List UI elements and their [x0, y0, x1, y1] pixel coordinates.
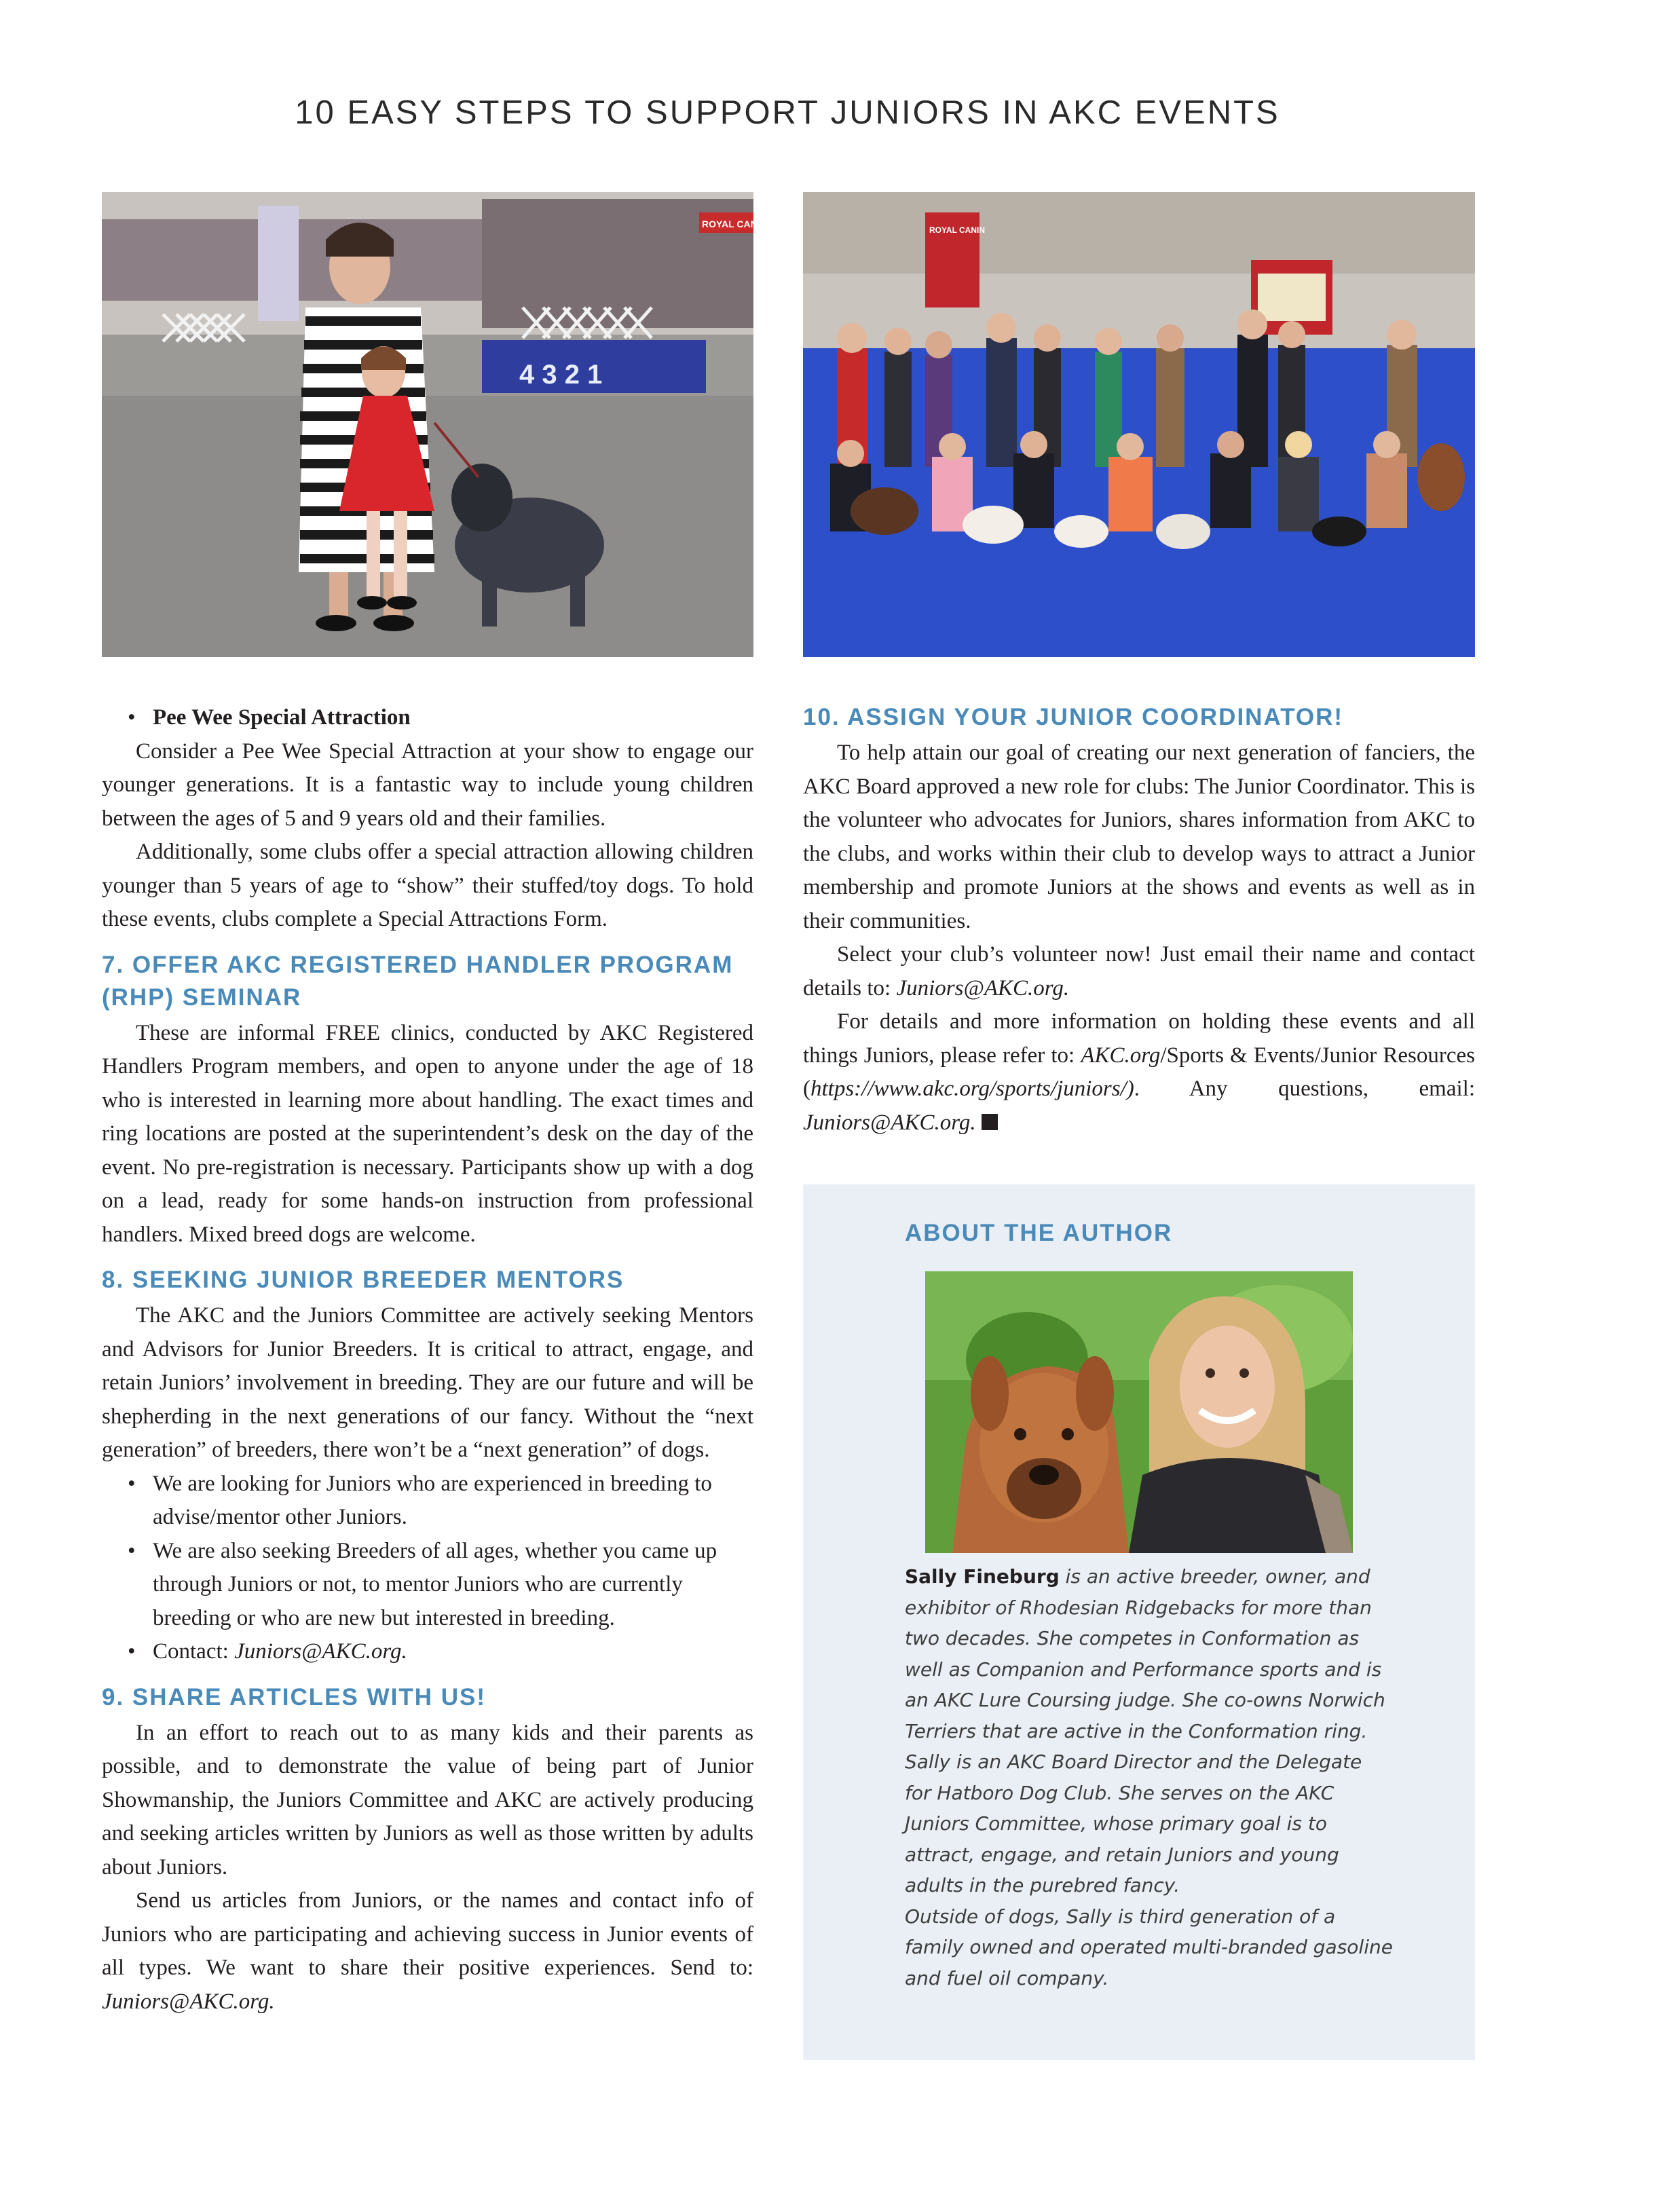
photo-pee-wee-handler [102, 192, 767, 657]
section-10-paragraph-2 [803, 938, 1475, 1005]
list-item: • Contact: Juniors@AKC.org. [128, 1639, 407, 1664]
author-name: Sally Fineburg [905, 1565, 1060, 1588]
section-7-heading: 7. OFFER AKC REGISTERED HANDLER PROGRAM (RHP) SEMINAR [102, 951, 734, 1011]
author-photo [925, 1271, 1353, 1553]
paragraph-text: /Sports & Events/Junior Resources ( [803, 1043, 1475, 1101]
pee-wee-paragraph-2: Additionally, some clubs offer a special attraction allowing children younger than 5 years of age to “show” their stuffed/toy dogs. To hold these events, clubs complete a Special Attractions Form. [102, 840, 753, 931]
paragraph-text: . Any questions, email: [1134, 1077, 1475, 1101]
contact-email-link[interactable]: Juniors@AKC.org. [234, 1639, 407, 1664]
bio-text: is an active breeder, owner, and exhibitor of Rhodesian Ridgebacks for more than two decades. She competes in Conformation as well as Companion and Performance sports and is an AKC Lure Coursing judge. She co-owns Norwich Terriers that are active in the Conformation ring. [905, 1565, 1385, 1742]
author-bio [905, 1561, 1394, 1994]
banner-text: ROYAL CANIN [929, 225, 986, 235]
section-10-paragraph-1: To help attain our goal of creating our next generation of fanciers, the AKC Board approved a new role for clubs: The Junior Coordinator. This is the volunteer who advocates for Juniors, shares information from AKC to the clubs, and works within their club to develop ways to attract a Junior membership and promote Juniors at the shows and events as well as in their communities. [803, 741, 1475, 933]
ring-number-sign: 4 3 2 1 [519, 360, 603, 390]
section-9-paragraph-1: In an effort to reach out to as many kids and their parents as possible, and to demonstrate the value of being part of Junior Showmanship, the Juniors Committee and AKC are actively producing and seeking articles written by Juniors as well as those written by adults about Juniors. [102, 1720, 753, 1879]
list-item: • We are looking for Juniors who are experienced in breeding to advise/mentor other Juniors. [128, 1471, 712, 1529]
author-bio-paragraph-2: Sally is an AKC Board Director and the Delegate for Hatboro Dog Club. She serves on the AKC Juniors Committee, whose primary goal is to attract, engage, and retain Juniors and young adults in the purebred fancy. [905, 1751, 1362, 1896]
about-author-heading: ABOUT THE AUTHOR [905, 1220, 1173, 1246]
section-8-heading: 8. SEEKING JUNIOR BREEDER MENTORS [102, 1267, 624, 1293]
author-bio-paragraph-1 [905, 1561, 1394, 1746]
section-9-heading: 9. SHARE ARTICLES WITH US! [102, 1683, 486, 1710]
end-mark-icon [982, 1114, 998, 1130]
pee-wee-bullet-list [102, 701, 753, 735]
juniors-url-link[interactable]: https://www.akc.org/sports/juniors/) [810, 1077, 1134, 1101]
section-8-paragraph: The AKC and the Juniors Committee are actively seeking Mentors and Advisors for Junior Breeders. It is critical to attract, engage, and retain Juniors’ involvement in breeding. They are our future and will be shepherding in the next generations of our fancy. Without the “next generation” of breeders, there won’t be a “next generation” of dogs. [102, 1303, 753, 1462]
pee-wee-paragraph-1: Consider a Pee Wee Special Attraction at your show to engage our younger generations. It is a fantastic way to include young children between the ages of 5 and 9 years old and their families. [102, 738, 753, 831]
section-9-paragraph-2 [102, 1884, 753, 2019]
list-item: • We are also seeking Breeders of all ages, whether you came up through Juniors or not, to mentor Juniors who are currently breeding or who are new but interested in breeding. [128, 1538, 717, 1630]
section-8-bullets [102, 1467, 753, 1669]
author-bio-paragraph-3: Outside of dogs, Sally is third generation of a family owned and operated multi-branded gasoline and fuel oil company. [905, 1905, 1393, 1989]
bullet-text: We are looking for Juniors who are experienced in breeding to advise/mentor other Juniors. [153, 1471, 712, 1529]
section-7-paragraph: These are informal FREE clinics, conducted by AKC Registered Handlers Program members, and open to anyone under the age of 18 who is interested in learning more about handling. The exact times and ring locations are posted at the superintendent’s desk on the day of the event. No pre-registration is necessary. Participants show up with a dog on a lead, ready for some hands-on instruction from professional handlers. Mixed breed dogs are welcome. [102, 1020, 753, 1247]
bullet-text: Contact: [153, 1639, 235, 1664]
section-10-paragraph-3 [803, 1005, 1475, 1140]
paragraph-text: For details and more information on holding these events and all things Juniors, please refer to: [803, 1009, 1475, 1068]
about-author-box [803, 1184, 1475, 2060]
section-10-heading: 10. ASSIGN YOUR JUNIOR COORDINATOR! [803, 704, 1344, 730]
sponsor-sign: ROYAL CANIN [702, 219, 767, 229]
akc-link[interactable]: AKC.org [1081, 1043, 1161, 1068]
contact-email-link[interactable]: Juniors@AKC.org. [102, 1989, 275, 2014]
bullet-text: We are also seeking Breeders of all ages, whether you came up through Juniors or not, to mentor Juniors who are currently breeding or who are new but interested in breeding. [153, 1538, 717, 1630]
list-item: • Pee Wee Special Attraction [128, 705, 411, 730]
left-column [102, 701, 753, 2019]
page-title: 10 EASY STEPS TO SUPPORT JUNIORS IN AKC EVENTS [295, 94, 1280, 131]
paragraph-text: Send us articles from Juniors, or the names and contact info of Juniors who are participating and achieving success in Junior events of all types. We want to share their positive experiences. Send to: [102, 1888, 753, 1980]
right-column [803, 701, 1475, 1140]
paragraph-text: Select your club’s volunteer now! Just email their name and contact details to: [803, 942, 1475, 1000]
contact-email-link[interactable]: Juniors@AKC.org. [803, 1110, 976, 1135]
photo-juniors-group [803, 192, 1475, 657]
pee-wee-title: Pee Wee Special Attraction [153, 705, 411, 730]
contact-email-link[interactable]: Juniors@AKC.org. [896, 975, 1070, 1000]
